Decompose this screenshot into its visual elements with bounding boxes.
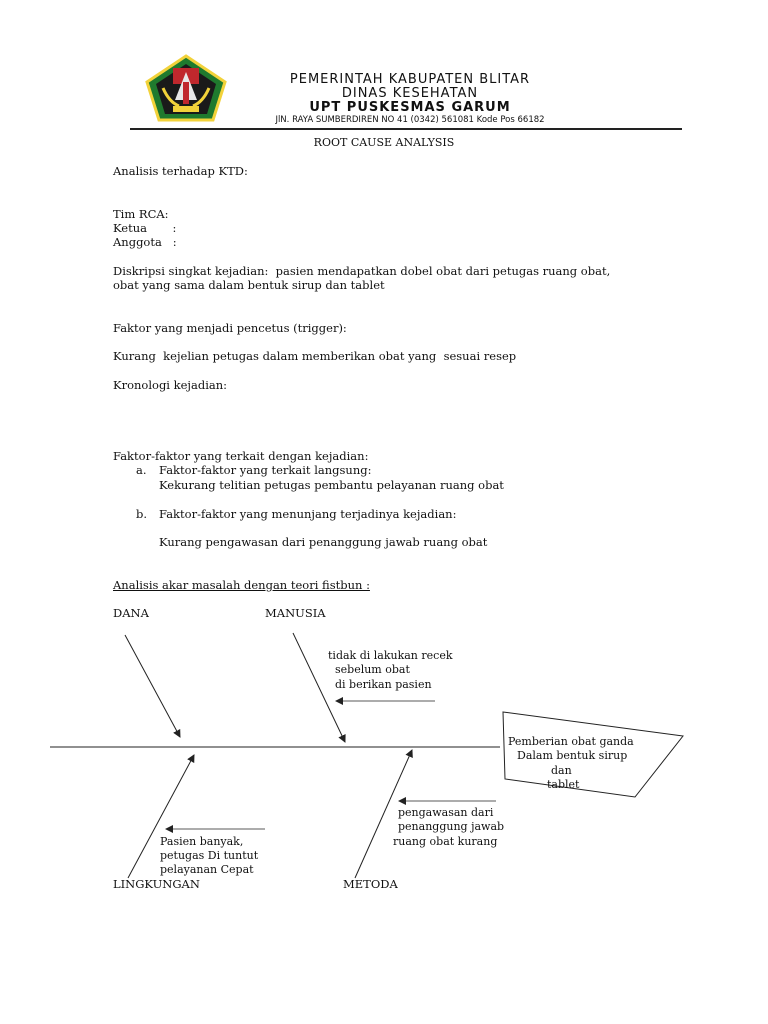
- factor-b-title: Faktor-faktor yang menunjang terjadinya kejadian:: [159, 507, 457, 521]
- lingkungan-cause-line-1: Pasien banyak,: [160, 835, 244, 848]
- factor-b-text: Kurang pengawasan dari penanggung jawab ruang obat: [159, 535, 488, 549]
- header-address: JlN. RAYA SUMBERDIREN NO 41 (0342) 561081 Kode Pos 66182: [275, 115, 545, 125]
- lingkungan-cause-line-3: pelayanan Cepat: [160, 863, 254, 876]
- category-metoda: METODA: [343, 877, 398, 891]
- header-institution: UPT PUSKESMAS GARUM: [309, 100, 511, 115]
- effect-line-1: Pemberian obat ganda: [508, 735, 634, 748]
- dana-bone: [125, 635, 180, 737]
- fishbone-heading: Analisis akar masalah dengan teori fistbun :: [113, 578, 370, 592]
- category-manusia: MANUSIA: [265, 606, 326, 620]
- description-line-2: obat yang sama dalam bentuk sirup dan tablet: [113, 278, 385, 292]
- factor-a-title: Faktor-faktor yang terkait langsung:: [159, 463, 372, 477]
- team-leader: Ketua :: [113, 221, 177, 235]
- factors-heading: Faktor-faktor yang terkait dengan kejadian:: [113, 449, 369, 463]
- header-government: PEMERINTAH KABUPATEN BLITAR: [289, 72, 531, 87]
- trigger-text: Kurang kejelian petugas dalam memberikan obat yang sesuai resep: [113, 349, 517, 363]
- effect-line-4: tablet: [547, 778, 580, 791]
- metoda-cause-line-1: pengawasan dari: [398, 806, 494, 819]
- factor-a-text: Kekurang telitian petugas pembantu pelayanan ruang obat: [159, 478, 504, 492]
- effect-line-2: Dalam bentuk sirup: [517, 749, 628, 762]
- metoda-cause-line-3: ruang obat kurang: [393, 835, 498, 848]
- team-members: Anggota :: [113, 235, 177, 249]
- category-dana: DANA: [113, 606, 149, 620]
- analysis-ktd-label: Analisis terhadap KTD:: [113, 164, 248, 178]
- factor-a-label: a.: [136, 463, 147, 477]
- manusia-cause-line-3: di berikan pasien: [335, 678, 432, 691]
- manusia-cause-line-2: sebelum obat: [335, 663, 410, 676]
- metoda-cause-line-2: penanggung jawab: [398, 820, 505, 833]
- effect-line-3: dan: [551, 764, 572, 777]
- header-department: DINAS KESEHATAN: [341, 86, 479, 101]
- factor-b-label: b.: [136, 507, 148, 521]
- chronology-heading: Kronologi kejadian:: [113, 378, 228, 392]
- trigger-heading: Faktor yang menjadi pencetus (trigger):: [113, 321, 347, 335]
- manusia-cause-line-1: tidak di lakukan recek: [328, 649, 453, 662]
- team-heading: Tim RCA:: [113, 207, 169, 221]
- category-lingkungan: LINGKUNGAN: [113, 877, 200, 891]
- lingkungan-cause-line-2: petugas Di tuntut: [160, 849, 259, 862]
- page-title: ROOT CAUSE ANALYSIS: [313, 136, 455, 149]
- description-line-1: Diskripsi singkat kejadian: pasien mendapatkan dobel obat dari petugas ruang obat,: [113, 264, 611, 278]
